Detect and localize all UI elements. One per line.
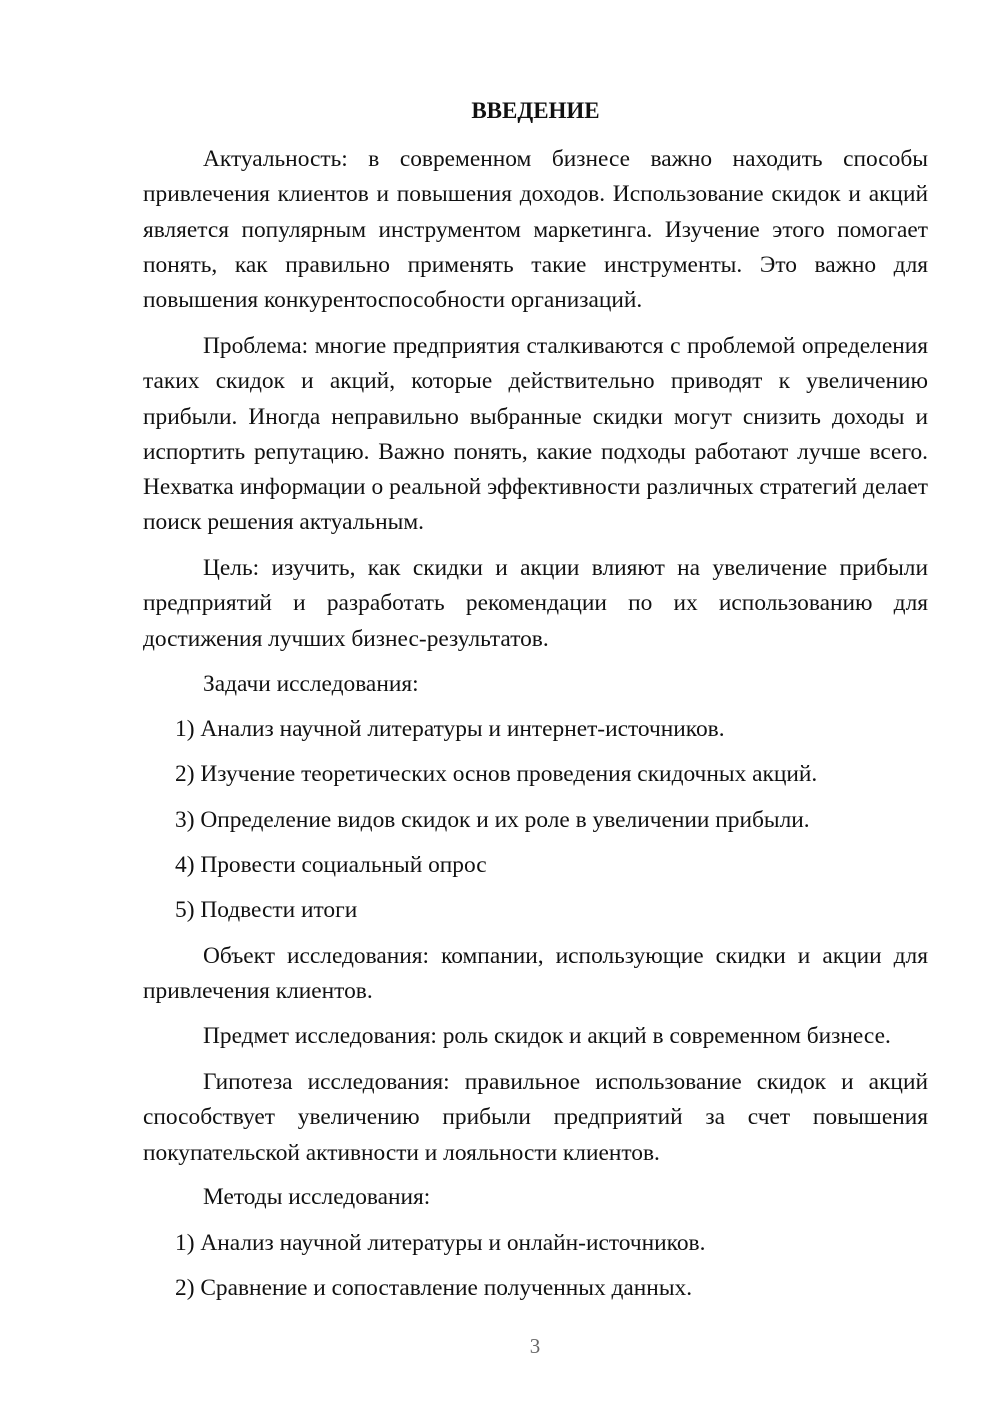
subject-paragraph: Предмет исследования: роль скидок и акций в современном бизнесе. <box>203 1023 891 1049</box>
tasks-heading: Задачи исследования: <box>203 671 419 697</box>
page-title: ВВЕДЕНИЕ <box>471 98 600 123</box>
hypothesis-paragraph: Гипотеза исследования: правильное использование скидок и акций способствует увеличению прибыли предприятий за счет повышения покупательской активности и лояльности клиентов. <box>143 1069 928 1166</box>
task-item-4: 4) Провести социальный опрос <box>175 852 487 878</box>
task-item-2: 2) Изучение теоретических основ проведения скидочных акций. <box>175 761 818 787</box>
task-item-3: 3) Определение видов скидок и их роле в увеличении прибыли. <box>175 807 810 833</box>
methods-heading: Методы исследования: <box>203 1184 431 1210</box>
method-item-2: 2) Сравнение и сопоставление полученных данных. <box>175 1275 693 1301</box>
task-item-1: 1) Анализ научной литературы и интернет-источников. <box>175 716 725 742</box>
relevance-paragraph: Актуальность: в современном бизнесе важно находить способы привлечения клиентов и повышения доходов. Использование скидок и акций является популярным инструментом маркетинга. Изучение этого помогает понять, как правильно применять такие инструменты. Это важно для повышения конкурентоспособности организаций. <box>143 146 928 314</box>
page-number: 3 <box>529 1334 541 1358</box>
method-item-1: 1) Анализ научной литературы и онлайн-источников. <box>175 1230 706 1256</box>
goal-paragraph: Цель: изучить, как скидки и акции влияют на увеличение прибыли предприятий и разработать рекомендации по их использованию для достижения лучших бизнес-результатов. <box>143 555 928 652</box>
object-paragraph: Объект исследования: компании, использующие скидки и акции для привлечения клиентов. <box>143 943 928 1005</box>
problem-paragraph: Проблема: многие предприятия сталкиваются с проблемой определения таких скидок и акций, которые действительно приводят к увеличению прибыли. Иногда неправильно выбранные скидки могут снизить доходы и испортить репутацию. Важно понять, какие подходы работают лучше всего. Нехватка информации о реальной эффективности различных стратегий делает поиск решения актуальным. <box>143 333 928 536</box>
task-item-5: 5) Подвести итоги <box>175 897 358 923</box>
